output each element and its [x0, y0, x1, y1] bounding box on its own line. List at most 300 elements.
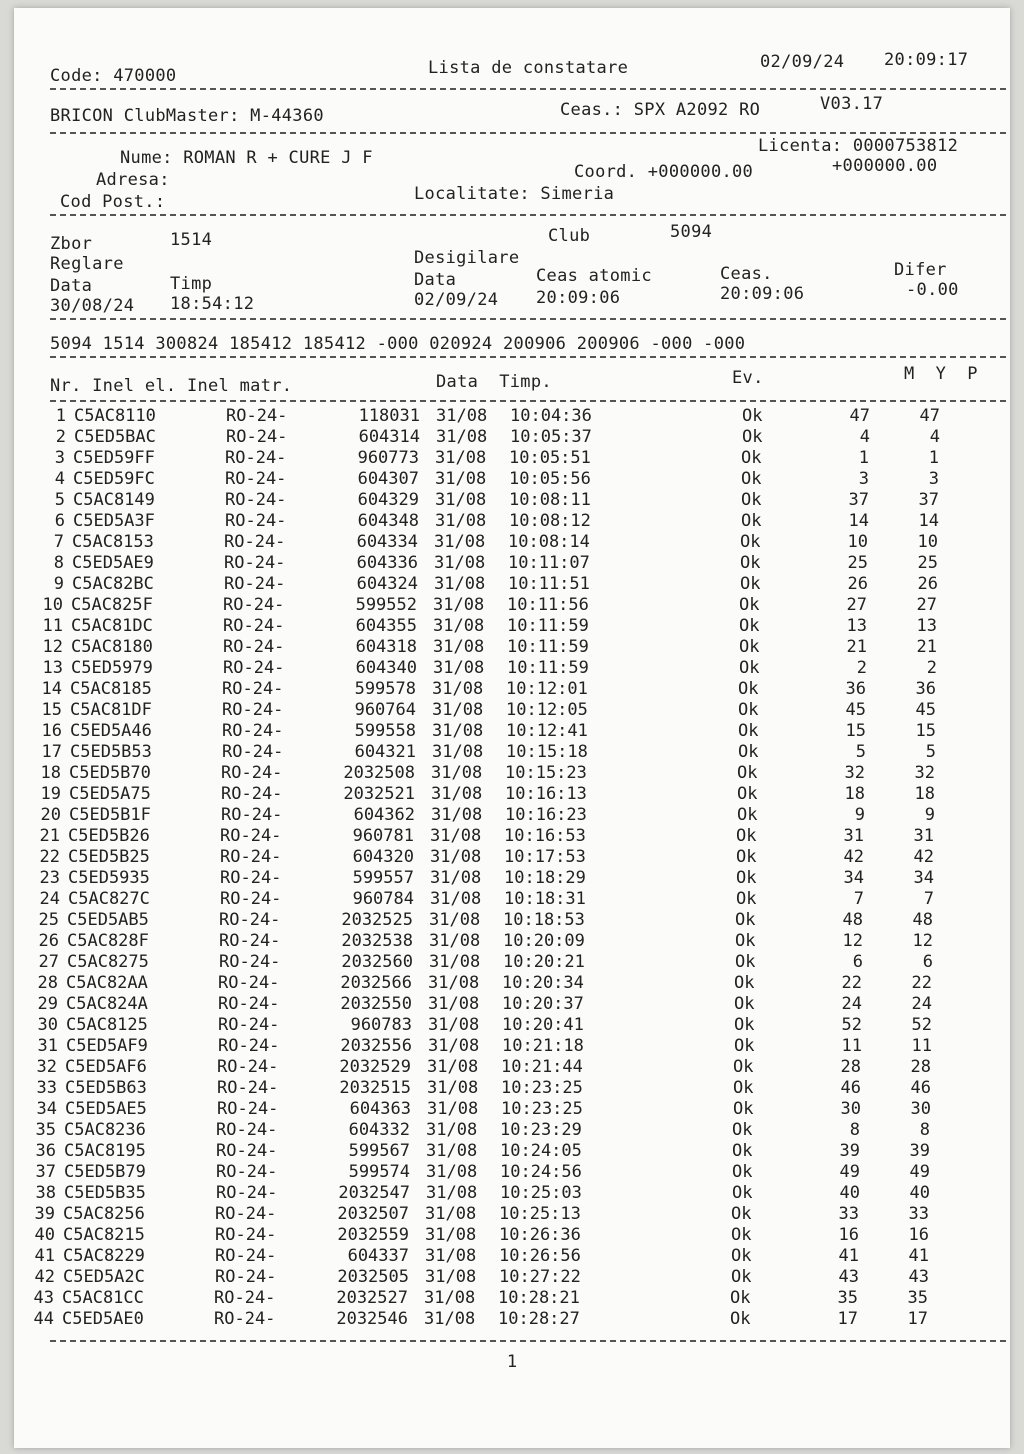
ring-prefix: RO-24- — [215, 1225, 277, 1245]
electronic-ring: C5ED59FF — [73, 448, 155, 468]
arrival-time: 10:18:53 — [503, 910, 585, 930]
arrival-time: 10:11:51 — [508, 574, 590, 594]
row-number: 23 — [39, 868, 60, 888]
position-y: 27 — [916, 595, 937, 615]
flight-label: Zbor — [50, 234, 93, 254]
position-y: 4 — [929, 427, 940, 447]
club-master: BRICON ClubMaster: M-44360 — [50, 106, 324, 126]
clock-label: Ceas. — [720, 264, 773, 284]
difference-label: Difer — [894, 260, 947, 280]
arrival-time: 10:12:01 — [506, 679, 588, 699]
ring-prefix: RO-24- — [215, 1267, 277, 1287]
ring-number: 2032505 — [337, 1267, 409, 1287]
ring-number: 2032550 — [340, 994, 412, 1014]
position-m: 4 — [859, 427, 870, 447]
electronic-ring: C5AC8153 — [72, 532, 154, 552]
position-y: 36 — [915, 679, 936, 699]
position-y: 34 — [913, 868, 934, 888]
ring-number: 2032538 — [341, 931, 413, 951]
club-number: 5094 — [670, 222, 713, 242]
ring-number: 960773 — [357, 448, 419, 468]
coordinates-second: +000000.00 — [832, 156, 938, 176]
row-number: 44 — [33, 1309, 54, 1329]
electronic-ring: C5ED5B35 — [64, 1183, 146, 1203]
position-m: 27 — [846, 595, 867, 615]
row-number: 8 — [53, 553, 64, 573]
arrival-date: 31/08 — [425, 1246, 477, 1266]
position-m: 33 — [838, 1204, 859, 1224]
electronic-ring: C5ED5A46 — [70, 721, 152, 741]
arrival-date: 31/08 — [435, 511, 487, 531]
table-row — [14, 1078, 1010, 1099]
arrival-time: 10:24:56 — [500, 1162, 582, 1182]
arrival-time: 10:12:41 — [506, 721, 588, 741]
table-row — [14, 721, 1010, 742]
flight-number: 1514 — [170, 230, 213, 250]
row-number: 41 — [34, 1246, 55, 1266]
arrival-time: 10:16:13 — [505, 784, 587, 804]
event-status: Ok — [737, 805, 758, 825]
arrival-date: 31/08 — [425, 1225, 477, 1245]
ring-prefix: RO-24- — [221, 805, 283, 825]
arrival-time: 10:21:18 — [502, 1036, 584, 1056]
row-number: 1 — [55, 406, 66, 426]
row-number: 30 — [37, 1015, 58, 1035]
arrival-date: 31/08 — [428, 973, 480, 993]
table-row — [14, 1141, 1010, 1162]
arrival-date: 31/08 — [427, 1078, 479, 1098]
row-number: 28 — [37, 973, 58, 993]
electronic-ring: C5AC825F — [71, 595, 153, 615]
ring-number: 604320 — [352, 847, 414, 867]
ring-number: 2032566 — [340, 973, 412, 993]
row-number: 33 — [36, 1078, 57, 1098]
position-y: 12 — [912, 931, 933, 951]
table-row — [14, 448, 1010, 469]
position-y: 6 — [922, 952, 933, 972]
table-row — [14, 406, 1010, 427]
table-row — [14, 679, 1010, 700]
ring-prefix: RO-24- — [225, 448, 287, 468]
electronic-ring: C5AC81CC — [62, 1288, 144, 1308]
ring-number: 604324 — [356, 574, 418, 594]
club-label: Club — [548, 226, 591, 246]
ring-number: 604334 — [356, 532, 418, 552]
ring-number: 960783 — [350, 1015, 412, 1035]
ring-prefix: RO-24- — [226, 406, 288, 426]
ring-prefix: RO-24- — [218, 1015, 280, 1035]
ring-number: 604307 — [357, 469, 419, 489]
event-status: Ok — [740, 532, 761, 552]
electronic-ring: C5AC8236 — [64, 1120, 146, 1140]
arrival-time: 10:26:56 — [499, 1246, 581, 1266]
ring-number: 599567 — [348, 1141, 410, 1161]
position-m: 2 — [856, 658, 867, 678]
reglare-date: 30/08/24 — [50, 296, 135, 316]
event-status: Ok — [739, 658, 760, 678]
position-y: 13 — [916, 616, 937, 636]
electronic-ring: C5ED5B70 — [69, 763, 151, 783]
position-y: 16 — [908, 1225, 929, 1245]
table-row — [14, 826, 1010, 847]
ring-number: 604363 — [349, 1099, 411, 1119]
ring-number: 599578 — [354, 679, 416, 699]
event-status: Ok — [732, 1162, 753, 1182]
position-y: 35 — [907, 1288, 928, 1308]
table-row — [14, 805, 1010, 826]
ring-prefix: RO-24- — [216, 1141, 278, 1161]
event-status: Ok — [732, 1141, 753, 1161]
electronic-ring: C5AC8229 — [63, 1246, 145, 1266]
table-row — [14, 637, 1010, 658]
reglare-time-label: Timp — [170, 274, 213, 294]
arrival-time: 10:20:09 — [503, 931, 585, 951]
position-y: 31 — [913, 826, 934, 846]
ring-prefix: RO-24- — [217, 1078, 279, 1098]
position-m: 28 — [840, 1057, 861, 1077]
arrival-date: 31/08 — [434, 574, 486, 594]
event-status: Ok — [731, 1204, 752, 1224]
ring-number: 604355 — [355, 616, 417, 636]
event-status: Ok — [731, 1225, 752, 1245]
ring-number: 604340 — [355, 658, 417, 678]
arrival-time: 10:05:56 — [509, 469, 591, 489]
event-status: Ok — [731, 1267, 752, 1287]
event-status: Ok — [742, 427, 763, 447]
position-m: 8 — [849, 1120, 860, 1140]
position-y: 26 — [917, 574, 938, 594]
arrival-time: 10:28:27 — [498, 1309, 580, 1329]
electronic-ring: C5AC824A — [66, 994, 148, 1014]
ring-prefix: RO-24- — [222, 679, 284, 699]
electronic-ring: C5AC8110 — [74, 406, 156, 426]
position-y: 15 — [915, 721, 936, 741]
event-status: Ok — [742, 406, 763, 426]
arrival-date: 31/08 — [424, 1309, 476, 1329]
row-number: 20 — [40, 805, 61, 825]
position-y: 9 — [924, 805, 935, 825]
electronic-ring: C5ED5A2C — [63, 1267, 145, 1287]
page-number: 1 — [506, 1352, 518, 1372]
ring-number: 604321 — [354, 742, 416, 762]
arrival-time: 10:20:34 — [502, 973, 584, 993]
ring-number: 2032556 — [340, 1036, 412, 1056]
position-y: 33 — [908, 1204, 929, 1224]
position-y: 18 — [914, 784, 935, 804]
position-m: 15 — [845, 721, 866, 741]
row-number: 21 — [39, 826, 60, 846]
arrival-date: 31/08 — [434, 532, 486, 552]
electronic-ring: C5AC82BC — [72, 574, 154, 594]
position-y: 37 — [918, 490, 939, 510]
position-m: 10 — [847, 532, 868, 552]
table-row — [14, 1246, 1010, 1267]
ring-prefix: RO-24- — [224, 574, 286, 594]
arrival-time: 10:27:22 — [499, 1267, 581, 1287]
event-status: Ok — [734, 1015, 755, 1035]
position-m: 42 — [843, 847, 864, 867]
table-row — [14, 1015, 1010, 1036]
arrival-date: 31/08 — [426, 1183, 478, 1203]
position-m: 43 — [838, 1267, 859, 1287]
table-row — [14, 532, 1010, 553]
row-number: 9 — [53, 574, 64, 594]
ring-prefix: RO-24- — [223, 637, 285, 657]
row-number: 17 — [41, 742, 62, 762]
ring-number: 2032508 — [343, 763, 415, 783]
arrival-date: 31/08 — [432, 679, 484, 699]
position-m: 12 — [842, 931, 863, 951]
table-row — [14, 910, 1010, 931]
arrival-date: 31/08 — [429, 952, 481, 972]
table-row — [14, 553, 1010, 574]
arrival-time: 10:12:05 — [506, 700, 588, 720]
row-number: 11 — [42, 616, 63, 636]
table-row — [14, 742, 1010, 763]
electronic-ring: C5AC81DF — [70, 700, 152, 720]
ring-prefix: RO-24- — [222, 721, 284, 741]
table-row — [14, 1099, 1010, 1120]
position-y: 42 — [913, 847, 934, 867]
event-status: Ok — [730, 1288, 751, 1308]
row-number: 22 — [39, 847, 60, 867]
arrival-date: 31/08 — [425, 1267, 477, 1287]
event-status: Ok — [731, 1246, 752, 1266]
event-status: Ok — [735, 910, 756, 930]
electronic-ring: C5AC8275 — [67, 952, 149, 972]
electronic-ring: C5AC828F — [67, 931, 149, 951]
position-y: 40 — [909, 1183, 930, 1203]
position-m: 52 — [841, 1015, 862, 1035]
ring-number: 2032515 — [339, 1078, 411, 1098]
arrival-date: 31/08 — [428, 1036, 480, 1056]
row-number: 32 — [36, 1057, 57, 1077]
ring-number: 604329 — [357, 490, 419, 510]
ring-prefix: RO-24- — [217, 1057, 279, 1077]
difference-value: -0.00 — [906, 280, 959, 300]
ring-prefix: RO-24- — [217, 1099, 279, 1119]
position-y: 1 — [928, 448, 939, 468]
col-header-rings: Nr. Inel el. Inel matr. — [50, 376, 293, 396]
ring-number: 960781 — [352, 826, 414, 846]
ring-prefix: RO-24- — [223, 595, 285, 615]
position-m: 46 — [840, 1078, 861, 1098]
arrival-time: 10:17:53 — [504, 847, 586, 867]
event-status: Ok — [732, 1183, 753, 1203]
position-y: 8 — [919, 1120, 930, 1140]
position-m: 9 — [854, 805, 865, 825]
reglare-time: 18:54:12 — [170, 294, 255, 314]
table-row — [14, 1309, 1010, 1330]
divider — [50, 132, 1006, 134]
arrival-time: 10:25:13 — [499, 1204, 581, 1224]
table-row — [14, 1225, 1010, 1246]
ring-prefix: RO-24- — [226, 427, 288, 447]
row-number: 5 — [54, 490, 65, 510]
desigilare-label: Desigilare — [414, 248, 520, 268]
position-m: 18 — [844, 784, 865, 804]
row-number: 27 — [38, 952, 59, 972]
ring-prefix: RO-24- — [218, 994, 280, 1014]
event-status: Ok — [740, 553, 761, 573]
row-number: 37 — [35, 1162, 56, 1182]
arrival-time: 10:08:11 — [509, 490, 591, 510]
ring-prefix: RO-24- — [214, 1309, 276, 1329]
ring-number: 604314 — [358, 427, 420, 447]
arrival-date: 31/08 — [427, 1099, 479, 1119]
row-number: 25 — [38, 910, 59, 930]
version: V03.17 — [820, 94, 884, 114]
event-status: Ok — [730, 1309, 751, 1329]
col-header-myp: M Y P — [904, 364, 978, 384]
ring-number: 2032559 — [337, 1225, 409, 1245]
arrival-time: 10:18:29 — [504, 868, 586, 888]
position-m: 40 — [839, 1183, 860, 1203]
table-row — [14, 868, 1010, 889]
row-number: 34 — [36, 1099, 57, 1119]
table-row — [14, 1183, 1010, 1204]
arrival-date: 31/08 — [429, 931, 481, 951]
ring-prefix: RO-24- — [220, 868, 282, 888]
row-number: 3 — [54, 448, 65, 468]
divider — [50, 1340, 1006, 1342]
clock-time: 20:09:06 — [720, 284, 805, 304]
position-y: 3 — [928, 469, 939, 489]
position-y: 43 — [908, 1267, 929, 1287]
event-status: Ok — [733, 1057, 754, 1077]
event-status: Ok — [735, 952, 756, 972]
arrival-date: 31/08 — [432, 742, 484, 762]
ring-prefix: RO-24- — [215, 1204, 277, 1224]
ring-number: 599552 — [355, 595, 417, 615]
ring-number: 2032527 — [336, 1288, 408, 1308]
ring-number: 2032525 — [341, 910, 413, 930]
postal-code-label: Cod Post.: — [60, 192, 166, 212]
ring-number: 599557 — [352, 868, 414, 888]
arrival-date: 31/08 — [431, 805, 483, 825]
position-m: 6 — [852, 952, 863, 972]
table-row — [14, 490, 1010, 511]
ring-number: 2032546 — [336, 1309, 408, 1329]
row-number: 29 — [37, 994, 58, 1014]
electronic-ring: C5ED5AF6 — [65, 1057, 147, 1077]
atomic-clock-time: 20:09:06 — [536, 288, 621, 308]
electronic-ring: C5ED5A3F — [73, 511, 155, 531]
divider — [50, 214, 1006, 216]
event-status: Ok — [738, 700, 759, 720]
arrival-time: 10:26:36 — [499, 1225, 581, 1245]
row-number: 14 — [41, 679, 62, 699]
position-y: 2 — [926, 658, 937, 678]
ring-prefix: RO-24- — [221, 784, 283, 804]
table-row — [14, 973, 1010, 994]
document-page — [14, 8, 1010, 1448]
ring-prefix: RO-24- — [216, 1183, 278, 1203]
table-row — [14, 700, 1010, 721]
arrival-time: 10:11:07 — [508, 553, 590, 573]
table-row — [14, 595, 1010, 616]
event-status: Ok — [736, 847, 757, 867]
event-status: Ok — [737, 763, 758, 783]
arrival-time: 10:16:23 — [505, 805, 587, 825]
ring-number: 604362 — [353, 805, 415, 825]
position-y: 14 — [918, 511, 939, 531]
ring-number: 118031 — [358, 406, 420, 426]
event-status: Ok — [733, 1078, 754, 1098]
table-row — [14, 847, 1010, 868]
table-row — [14, 427, 1010, 448]
row-number: 36 — [35, 1141, 56, 1161]
position-y: 39 — [909, 1141, 930, 1161]
table-row — [14, 1204, 1010, 1225]
arrival-date: 31/08 — [426, 1141, 478, 1161]
electronic-ring: C5AC81DC — [71, 616, 153, 636]
event-status: Ok — [741, 469, 762, 489]
arrival-date: 31/08 — [430, 826, 482, 846]
position-y: 24 — [911, 994, 932, 1014]
position-m: 1 — [858, 448, 869, 468]
electronic-ring: C5ED5B63 — [65, 1078, 147, 1098]
position-m: 5 — [855, 742, 866, 762]
ring-prefix: RO-24- — [218, 1036, 280, 1056]
arrival-time: 10:21:44 — [501, 1057, 583, 1077]
ring-prefix: RO-24- — [216, 1120, 278, 1140]
arrival-date: 31/08 — [435, 469, 487, 489]
position-m: 25 — [847, 553, 868, 573]
row-number: 35 — [35, 1120, 56, 1140]
clock-model: Ceas.: SPX A2092 RO — [560, 100, 761, 120]
arrival-time: 10:23:29 — [500, 1120, 582, 1140]
electronic-ring: C5ED5B79 — [64, 1162, 146, 1182]
arrival-date: 31/08 — [434, 553, 486, 573]
ring-prefix: RO-24- — [222, 700, 284, 720]
arrival-time: 10:23:25 — [501, 1078, 583, 1098]
position-y: 30 — [910, 1099, 931, 1119]
reglare-label: Reglare — [50, 254, 124, 274]
ring-prefix: RO-24- — [220, 889, 282, 909]
ring-number: 599558 — [354, 721, 416, 741]
electronic-ring: C5ED5935 — [68, 868, 150, 888]
table-row — [14, 931, 1010, 952]
arrival-date: 31/08 — [432, 721, 484, 741]
position-y: 32 — [914, 763, 935, 783]
arrival-time: 10:05:51 — [509, 448, 591, 468]
position-m: 47 — [849, 406, 870, 426]
position-y: 21 — [916, 637, 937, 657]
ring-prefix: RO-24- — [224, 553, 286, 573]
table-row — [14, 889, 1010, 910]
position-m: 35 — [837, 1288, 858, 1308]
table-row — [14, 1267, 1010, 1288]
electronic-ring: C5ED5AF9 — [66, 1036, 148, 1056]
col-header-ev: Ev. — [732, 368, 764, 388]
row-number: 18 — [40, 763, 61, 783]
arrival-date: 31/08 — [430, 868, 482, 888]
ring-prefix: RO-24- — [218, 973, 280, 993]
row-number: 31 — [37, 1036, 58, 1056]
arrival-date: 31/08 — [428, 1015, 480, 1035]
position-m: 17 — [837, 1309, 858, 1329]
ring-prefix: RO-24- — [220, 826, 282, 846]
arrival-date: 31/08 — [433, 658, 485, 678]
position-m: 7 — [853, 889, 864, 909]
arrival-time: 10:08:12 — [509, 511, 591, 531]
row-number: 19 — [40, 784, 61, 804]
position-y: 49 — [909, 1162, 930, 1182]
arrival-date: 31/08 — [424, 1288, 476, 1308]
table-row — [14, 1057, 1010, 1078]
arrival-date: 31/08 — [435, 490, 487, 510]
